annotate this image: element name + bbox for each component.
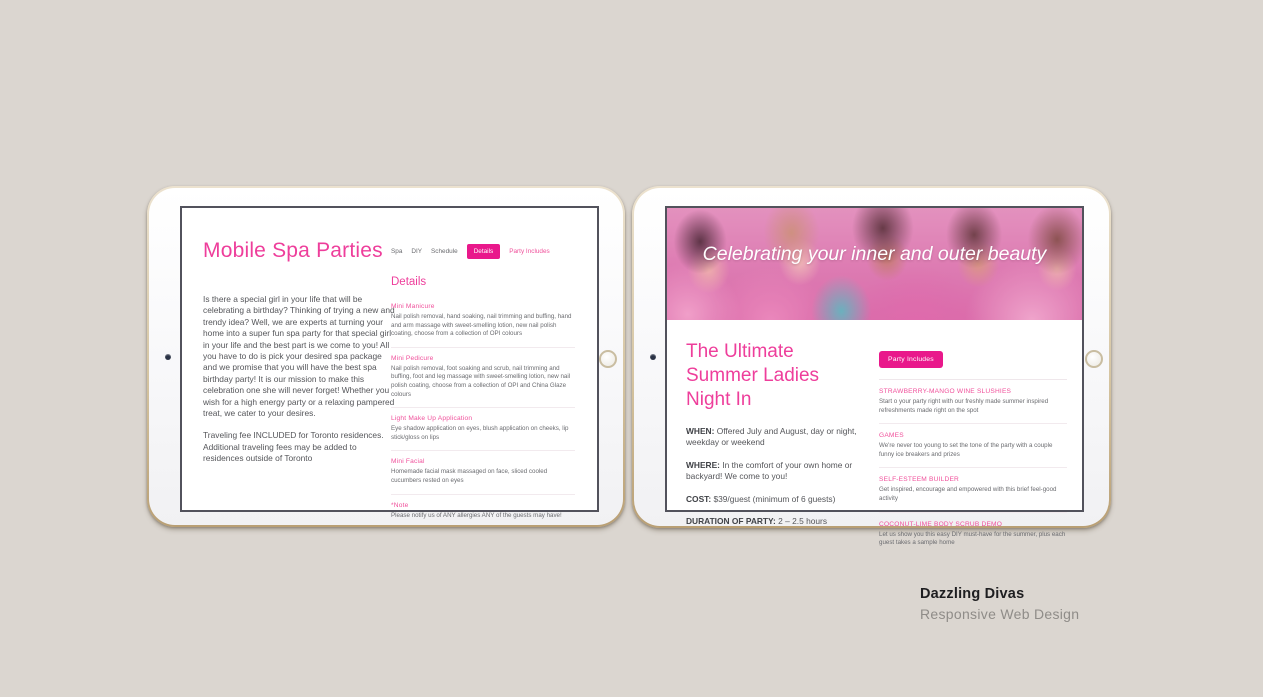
event-info-column (686, 340, 868, 538)
project-title: Dazzling Divas (920, 586, 1025, 602)
tablet-bezel (149, 188, 623, 525)
camera-icon (650, 354, 656, 360)
tablet-device-right (632, 186, 1111, 547)
details-section-title: Details (391, 276, 427, 288)
party-item-self-esteem (879, 467, 1067, 511)
party-item-slushies (879, 380, 1067, 423)
event-detail-label: WHERE: (686, 459, 720, 470)
party-item-body: Let us show you this easy DIY must-have for the summer, plus each guest takes a sample home (879, 530, 1066, 547)
page-title: Mobile Spa Parties (203, 239, 383, 262)
spa-details-column (391, 244, 575, 528)
spa-intro-column (203, 238, 395, 465)
detail-item-heading: Mini Manicure (391, 303, 435, 310)
event-detail-label: COST: (686, 493, 712, 504)
party-item-heading: STRAWBERRY-MANGO WINE SLUSHIES (879, 388, 1012, 395)
tab-diy[interactable]: DIY (411, 248, 423, 255)
party-item-games (879, 423, 1067, 467)
tablet-bezel (634, 188, 1109, 547)
event-detail-where (686, 460, 868, 483)
detail-item-mini-facial (391, 450, 575, 493)
intro-paragraph: Is there a special girl in your life that will be celebrating a birthday? Thinking of trying a new and trendy idea? Well, we are experts at turning your home into a super fun spa party for that special girl in your life and the best part is we come to you! All you have to do is pick your desired spa package and we promise that you will have the best spa birthday party! It is our mission to make this celebration one she will never forget! Whether you wish for a high energy party or a relaxing pampered treat, we cater to your desires. (203, 294, 395, 419)
package-tabs (391, 244, 575, 259)
detail-item-note (391, 494, 575, 529)
detail-item-body: Homemade facial mask massaged on face, sliced cooled cucumbers rested on eyes (391, 468, 548, 484)
detail-item-body: Eye shadow application on eyes, blush application on cheeks, lip stick/gloss on lips (391, 425, 569, 441)
detail-item-mini-manicure (391, 296, 575, 347)
event-detail-text: Offered July and August, day or night, weekday or weekend (686, 426, 857, 448)
spa-parties-screen (180, 206, 599, 519)
party-item-body: We're never too young to set the tone of the party with a couple funny ice breakers and prizes (879, 442, 1053, 458)
party-includes-button[interactable]: Party Includes (879, 351, 943, 368)
detail-item-body: Nail polish removal, foot soaking and scrub, nail trimming and buffing, foot and leg massage with sweet-smelling lotion, new nail polish coating, choose from a collection of OPI and China Glaze colours (391, 364, 571, 398)
detail-item-makeup (391, 407, 575, 450)
tab-schedule[interactable]: Schedule (431, 248, 458, 255)
party-item-body-scrub (879, 512, 1067, 556)
event-detail-cost (686, 494, 868, 505)
party-item-heading: SELF-ESTEEM BUILDER (879, 476, 960, 484)
detail-item-mini-pedicure (391, 347, 575, 407)
party-item-body: Get inspired, encourage and empowered with this brief feel-good activity (879, 486, 1057, 502)
home-button (1085, 350, 1103, 368)
camera-icon (165, 354, 171, 360)
tablet-device-left (147, 186, 625, 527)
detail-item-heading: Light Make Up Application (391, 415, 473, 423)
party-item-body: Start o your party right with our freshly made summer inspired refreshments made right on the spot (879, 398, 1049, 414)
detail-item-heading: Mini Facial (391, 458, 425, 466)
home-button (599, 350, 617, 368)
page-title: The Ultimate Summer Ladies Night In (686, 341, 820, 410)
event-detail-duration (686, 516, 868, 527)
detail-item-heading: Mini Pedicure (391, 354, 434, 362)
project-caption (920, 586, 1079, 622)
party-item-heading: GAMES (879, 432, 904, 440)
ladies-night-screen (665, 206, 1084, 547)
detail-item-heading: *Note (391, 501, 409, 509)
event-detail-label: WHEN: (686, 426, 715, 436)
event-detail-label: DURATION OF PARTY: (686, 516, 776, 527)
event-detail-text: $39/guest (minimum of 6 guests) (713, 493, 836, 504)
event-detail-text: In the comfort of your own home or backyard! We come to you! (686, 459, 853, 482)
party-item-heading: COCONUT-LIME BODY SCRUB DEMO (879, 520, 1003, 528)
detail-item-body: Please notify us of ANY allergies ANY of the guests may have! (391, 511, 562, 519)
tab-spa[interactable]: Spa (391, 248, 403, 255)
project-subtitle: Responsive Web Design (920, 606, 1080, 622)
tab-details-active[interactable]: Details (467, 244, 501, 259)
travel-note-paragraph: Traveling fee INCLUDED for Toronto residences. Additional traveling fees may be added to residences outside of Toronto (203, 430, 384, 464)
event-detail-when (686, 426, 868, 449)
hero-image (667, 208, 1082, 320)
hero-caption-text: Celebrating your inner and outer beauty (702, 243, 1047, 265)
event-detail-text: 2 – 2.5 hours (778, 516, 828, 527)
detail-item-body: Nail polish removal, hand soaking, nail trimming and buffing, hand and arm massage with sweet-smelling lotion, new nail polish coating, choose from a collection of OPI colours (391, 313, 572, 338)
tab-party-includes[interactable]: Party Includes (509, 248, 550, 255)
party-includes-column (879, 348, 1067, 556)
